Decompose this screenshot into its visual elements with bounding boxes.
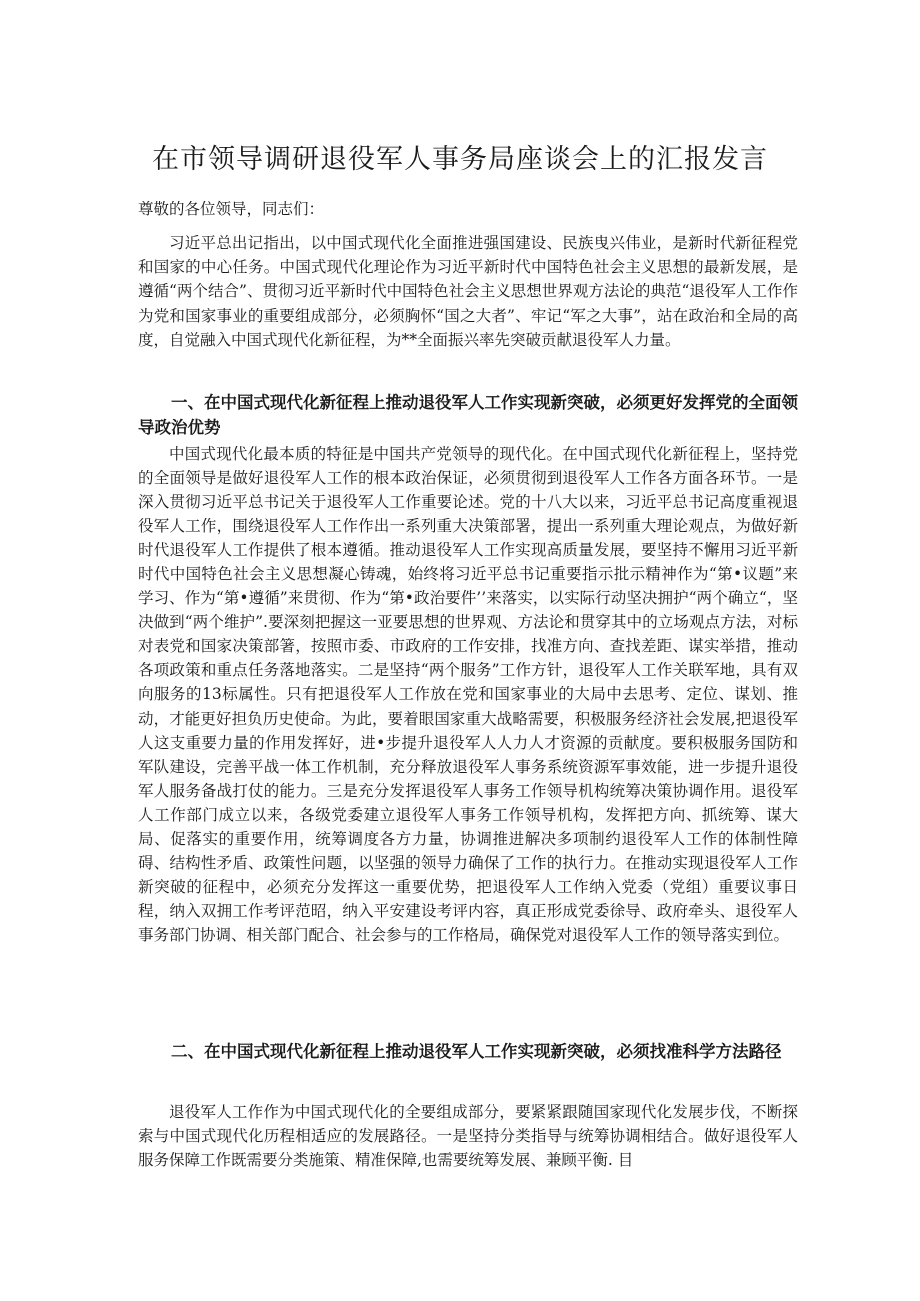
document-title: 在市领导调研退役军人事务局座谈会上的汇报发言 (152, 144, 768, 175)
section-heading-1: 一、在中国式现代化新征程上推动退役军人工作实现新突破，必须更好发挥党的全面领导政治优势 (138, 393, 798, 437)
section-heading-2: 二、在中国式现代化新征程上推动退役军人工作实现新突破，必须找准科学方法路径 (171, 1042, 782, 1061)
paragraph-section-2: 退役军人工作作为中国式现代化的全要组成部分，要紧紧跟随国家现代化发展步伐，不断探索与中国式现代化历程相适应的发展路径。一是坚持分类指导与统筹协调相结合。做好退役军人服务保障工作既需要分类施策、精准保障,也需要统筹发展、兼顾平衡. 目 (138, 1103, 798, 1170)
paragraph-section-1: 中国式现代化最本质的特征是中国共产党领导的现代化。在中国式现代化新征程上，坚持党的全面领导是做好退役军人工作的根本政治保证，必须贯彻到退役军人工作各方面各环节。一是深入贯彻习近平总书记关于退役军人工作重要论述。党的十八大以来，习近平总书记高度重视退役军人工作，围绕退役军人工作作出一系列重大决策部署，提出一系列重大理论观点，为做好新时代退役军人工作提供了根本遵循。推动退役军人工作实现高质量发展，要坚持不懈用习近平新时代中国特色社会主义思想凝心铸魂，始终将习近平总书记重要指示批示精神作为“第•议题”来学习、作为“第•遵循”来贯彻、作为“第•政治要件’’来落实，以实际行动坚决拥护“两个确立“，坚决做到“两个维护”.要深刻把握这一亚要思想的世界观、方法论和贯穿其中的立场观点方法，对标对表党和国家决策部箸，按照市委、市政府的工作安排，找准方向、查找差距、谋实举措，推动各项政策和重点任务落地落实。二是坚持“两个服务”工作方针，退役军人工作关联军地，具有双向服务的13标属性。只有把退役军人工作放在党和国家事业的大局中去思考、定位、谋划、推动，才能更好担负历史使命。为此，要着眼国家重大战略需要，积极服务经济社会发展,把退役军人这支重要力量的作用发挥好，进•步提升退役军人人力人才资源的贡献度。要积极服务国防和军队建设，完善平战一体工作机制，充分释放退役军人事务系统资源军事效能，进一步提升退役军人服务备战打仗的能力。三是充分发挥退役军人事务工作领导机构统筹决策协调作用。退役军人工作部门成立以来，各级党委建立退役军人事务工作领导机构，发挥把方向、抓统筹、谋大局、促落实的重要作用，统筹调度各方力量，协调推进解决多项制约退役军人工作的体制性障碍、结构性矛盾、政策性问题，以坚强的领导力确保了工作的执行力。在推动实现退役军人工作新突破的征程中，必须充分发挥这一重要优势，把退役军人工作纳入党委（党组）重要议事日程，纳入双拥工作考评范昭，纳入平安建设考评内容，真正形成党委徐导、政府牵头、退役军人事务部门协调、相关部门配合、社会参与的工作格局，确保党对退役军人工作的领导落实到位。 (138, 445, 798, 944)
paragraph-intro: 习近平总出记指出，以中国式现代化全面推进强国建设、民族曳兴伟业，是新时代新征程党和国家的中心任务。中国式现代化理论作为习近平新时代中国特色社会主义思想的最新发展，是遵循“两个结合”、贯彻习近平新时代中国特色社会主义思想世界观方法论的典范“退役军人工作作为党和国家事业的重要组成部分，必须胸怀“国之大者”、牢记“军之大事”，站在政治和全局的高度，自觉融入中国式现代化新征程，为**全面振兴率先突破贡献退役军人力量。 (138, 234, 798, 349)
salutation: 尊敬的各位领导，同志们： (138, 200, 325, 218)
